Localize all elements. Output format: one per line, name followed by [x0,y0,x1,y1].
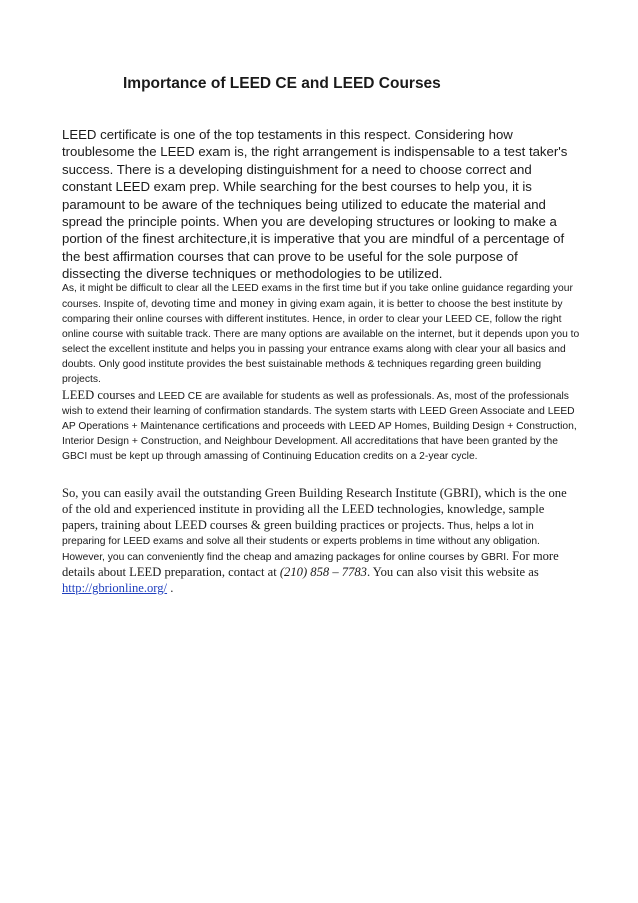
paragraph-4-serif-text: So, you can easily avail the outstanding Green Building Research Institute (GBRI), which is the one of the old and experienced institute in providing all the LEED technologies, knowledge, sample papers, training about LEED courses & green building practices or projects. [62,486,567,532]
phone-number: (210) 858 – 7783 [279,565,367,579]
paragraph-2-serif-text: time and money in [193,296,288,310]
paragraph-1: LEED certificate is one of the top testaments in this respect. Considering how troublesome the LEED exam is, the right arrangement is indispensable to a test taker's success. There is a developing distinguishment for a need to choose correct and constant LEED exam prep. While searching for the best courses to help you, it is paramount to be aware of the techniques being utilized to educate the material and spread the principle points. When you are developing structures or looking to make a portion of the finest architecture,it is imperative that you are mindful of a percentage of the best affirmation courses that can prove to be useful for the sole purpose of dissecting the diverse techniques or methodologies to be utilized. [62,127,568,282]
paragraph-2-text-b: giving exam again, it is better to choose the best institute by comparing their online courses with different institutes. Hence, in order to clear your LEED CE, follow the right online course with suitable track. There are many options are available on the internet, but it depends upon you to select the excellent institute and helps you in passing your entrance exams along with clear your all basics and doubts. Only good institute provides the best suistainable methods & techniques regarding green building projects. [62,299,580,385]
paragraph-3-serif-text: LEED courses [62,388,136,402]
paragraph-4-end: . [167,581,174,595]
paragraph-2 [62,281,580,387]
website-link[interactable]: http://gbrionline.org/ [62,581,168,595]
paragraph-3 [62,388,580,464]
document-title: Importance of LEED CE and LEED Courses [123,75,441,92]
paragraph-4-visit-text: . You can also visit this website as [366,565,539,579]
paragraph-4-text: Thus, helps a lot in preparing for LEED exams and solve all their students or experts problems in time without any obligation. However, you can conveniently find the cheap and amazing packages for online courses by GBRI. [62,521,540,563]
paragraph-4 [62,486,580,597]
paragraph-3-text: and LEED CE are available for students as well as professionals. As, most of the professionals wish to extend their learning of confirmation standards. The system starts with LEED Green Associate and LEED AP Operations + Maintenance certifications and proceeds with LEED AP Homes, Building Design + Construction, Interior Design + Construction, and Neighbour Development. All accreditations that have been granted by the GBCI must be kept up through amassing of Continuing Education credits on a 2-year cycle. [62,391,577,462]
paragraph-2-text-a: As, it might be difficult to clear all the LEED exams in the first time but if you take online guidance regarding your courses. Inspite of, devoting [62,283,573,310]
paragraph-4-contact-text: For more details about LEED preparation, contact at [62,549,559,579]
